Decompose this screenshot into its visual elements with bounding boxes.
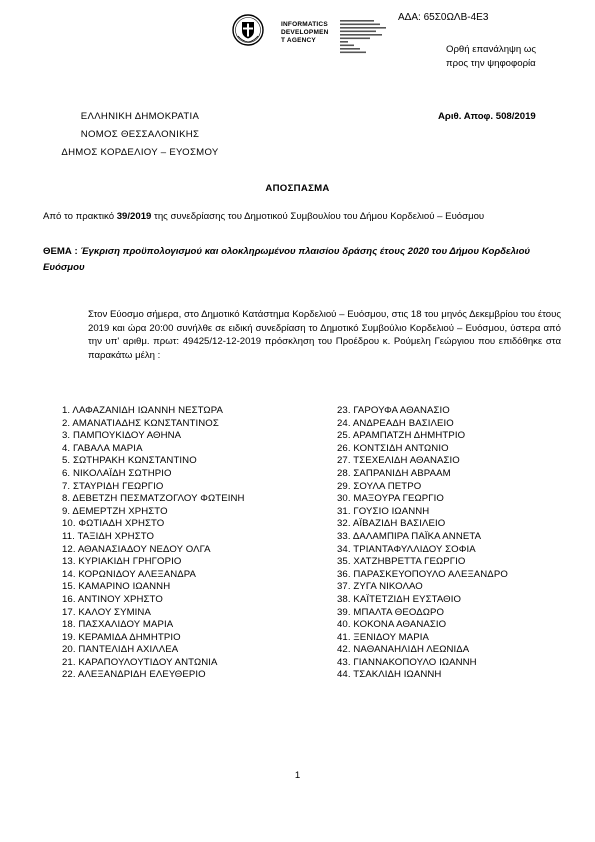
- list-item: 18. ΠΑΣΧΑΛΙΔΟΥ ΜΑΡΙΑ: [62, 619, 174, 631]
- list-item: 23. ΓΑΡΟΥΦΑ ΑΘΑΝΑΣΙΟ: [337, 405, 450, 416]
- agency-line-1: INFORMATICS: [281, 21, 328, 28]
- list-item: 12. ΑΘΑΝΑΣΙΑΔΟΥ ΝΕΔΟΥ ΟΛΓΑ: [62, 543, 211, 555]
- list-item: 26. ΚΟΝΤΣΙΔΗ ΑΝΤΩΝΙΟ: [337, 442, 449, 454]
- list-item: 3. ΠΑΜΠΟΥΚΙΔΟΥ ΑΘΗΝΑ: [62, 430, 182, 442]
- list-item: 28. ΣΑΠΡΑΝΙΔΗ ΑΒΡΑΑΜ: [337, 467, 451, 479]
- list-item: 7. ΣΤΑΥΡΙΔΗ ΓΕΩΡΓΙΟ: [62, 480, 164, 492]
- list-item: 14. ΚΟΡΩΝΙΔΟΥ ΑΛΕΞΑΝΔΡΑ: [62, 568, 197, 580]
- subject-label: ΘΕΜΑ :: [43, 246, 81, 257]
- list-item: 37. ΖΥΓΑ ΝΙΚΟΛΑΟ: [337, 581, 423, 593]
- page-number: 1: [294, 770, 301, 781]
- intro-paragraph: Στον Εύοσμο σήμερα, στο Δημοτικό Κατάστημα Κορδελιού – Ευόσμου, στις 18 του μηνός Δεκεμβρίου του έτους 2019 και ώρα 20:00 συνήλθε σε ειδική συνεδρίαση το Δημοτικό Συμβούλιο Κορδελιού – Ευόσμου, ύστερα από την υπ' αριθμ. πρωτ: 49425/12-12-2019 πρόσκληση του Προέδρου κ. Ρούμελη Γεώργιου που επιδόθηκε στα παρακάτω μέλη :: [88, 309, 561, 361]
- list-item: 41. ΞΕΝΙΔΟΥ ΜΑΡΙΑ: [337, 631, 430, 643]
- list-item: 36. ΠΑΡΑΣΚΕΥΟΠΟΥΛΟ ΑΛΕΞΑΝΔΡΟ: [337, 568, 508, 580]
- list-item: 44. ΤΣΑΚΛΙΔΗ ΙΩΑΝΝΗ: [337, 669, 442, 681]
- list-item: 27. ΤΣΕΧΕΛΙΔΗ ΑΘΑΝΑΣΙΟ: [337, 455, 460, 467]
- list-item: 22. ΑΛΕΞΑΝΔΡΙΔΗ ΕΛΕΥΘΕΡΙΟ: [62, 669, 206, 681]
- list-item: 29. ΣΟΥΛΑ ΠΕΤΡΟ: [337, 480, 422, 492]
- list-item: 40. ΚΟΚΟΝΑ ΑΘΑΝΑΣΙΟ: [337, 619, 447, 631]
- document-title: ΑΠΟΣΠΑΣΜΑ: [265, 183, 330, 194]
- minutes-suffix: της συνεδρίασης του Δημοτικού Συμβουλίου του Δήμου Κορδελιού – Ευόσμου: [151, 211, 485, 222]
- list-item: 11. ΤΑΞΙΔΗ ΧΡΗΣΤΟ: [62, 530, 155, 542]
- subject: [43, 244, 558, 276]
- list-item: 38. ΚΑΪΤΕΤΖΙΔΗ ΕΥΣΤΑΘΙΟ: [337, 593, 462, 605]
- list-item: 15. ΚΑΜΑΡΙΝΟ ΙΩΑΝΝΗ: [62, 581, 171, 593]
- agency-line-2: DEVELOPMEN: [281, 29, 329, 36]
- issuing-authority: [40, 108, 240, 162]
- decision-number: Αριθ. Αποφ. 508/2019: [438, 111, 536, 122]
- list-item: 16. ΑΝΤΙΝΟΥ ΧΡΗΣΤΟ: [62, 593, 163, 605]
- minutes-reference: [43, 211, 484, 222]
- list-item: 2. ΑΜΑΝΑΤΙΑΔΗΣ ΚΩΝΣΤΑΝΤΙΝΟΣ: [62, 417, 219, 429]
- list-item: 6. ΝΙΚΟΛΑΪΔΗ ΣΩΤΗΡΙΟ: [62, 467, 172, 479]
- list-item: 31. ΓΟΥΣΙΟ ΙΩΑΝΝΗ: [337, 505, 430, 517]
- list-item: 1. ΛΑΦΑΖΑΝΙΔΗ ΙΩΑΝΝΗ ΝΕΣΤΩΡΑ: [62, 405, 223, 416]
- list-item: 34. ΤΡΙΑΝΤΑΦΥΛΛΙΔΟΥ ΣΟΦΙΑ: [337, 543, 476, 555]
- agency-name: [281, 21, 329, 45]
- greek-emblem-icon: [232, 14, 264, 46]
- list-item: 13. ΚΥΡΙΑΚΙΔΗ ΓΡΗΓΟΡΙΟ: [62, 556, 182, 568]
- ada-code: ΑΔΑ: 65Σ0ΩΛΒ-4Ε3: [398, 12, 489, 23]
- members-list-left: [62, 405, 245, 682]
- list-item: 39. ΜΠΑΛΤΑ ΘΕΟΔΩΡΟ: [337, 606, 445, 618]
- list-item: 9. ΔΕΜΕΡΤΖΗ ΧΡΗΣΤΟ: [62, 505, 168, 517]
- minutes-prefix: Από το πρακτικό: [43, 211, 117, 222]
- list-item: 25. ΑΡΑΜΠΑΤΖΗ ΔΗΜΗΤΡΙΟ: [337, 430, 466, 442]
- faithful-repeat-line-1: Ορθή επανάληψη ως: [446, 44, 536, 55]
- list-item: 30. ΜΑΞΟΥΡΑ ΓΕΩΡΓΙΟ: [337, 493, 444, 505]
- list-item: 8. ΔΕΒΕΤΖΗ ΠΕΣΜΑΤΖΟΓΛΟΥ ΦΩΤΕΙΝΗ: [62, 493, 245, 505]
- authority-line-1: ΕΛΛΗΝΙΚΗ ΔΗΜΟΚΡΑΤΙΑ: [80, 111, 200, 122]
- list-item: 5. ΣΩΤΗΡΑΚΗ ΚΩΝΣΤΑΝΤΙΝΟ: [62, 455, 197, 467]
- list-item: 4. ΓΑΒΑΛΑ ΜΑΡΙΑ: [62, 442, 143, 454]
- minutes-number: 39/2019: [116, 211, 152, 222]
- list-item: 20. ΠΑΝΤΕΛΙΔΗ ΑΧΙΛΛΕΑ: [62, 644, 179, 656]
- members-list-right: [337, 405, 508, 682]
- list-item: 42. ΝΑΘΑΝΑΗΛΙΔΗ ΛΕΩΝΙΔΑ: [337, 644, 470, 656]
- list-item: 32. ΑΪΒΑΖΙΔΗ ΒΑΣΙΛΕΙΟ: [337, 518, 446, 530]
- list-item: 17. ΚΑΛΟΥ ΣΥΜΙΝΑ: [62, 606, 151, 618]
- subject-text: Έγκριση προϋπολογισμού και ολοκληρωμένου πλαισίου δράσης έτους 2020 του Δήμου Κορδελιού Ευόσμου: [43, 246, 531, 273]
- list-item: 43. ΓΙΑΝΝΑΚΟΠΟΥΛΟ ΙΩΑΝΝΗ: [337, 656, 477, 668]
- agency-line-3: T AGENCY: [281, 37, 316, 44]
- faithful-repeat-line-2: προς την ψηφοφορία: [446, 58, 536, 69]
- list-item: 24. ΑΝΔΡΕΑΔΗ ΒΑΣΙΛΕΙΟ: [337, 417, 454, 429]
- authority-line-3: ΔΗΜΟΣ ΚΟΡΔΕΛΙΟΥ – ΕΥΟΣΜΟΥ: [61, 147, 219, 158]
- list-item: 35. ΧΑΤΖΗΒΡΕΤΤΑ ΓΕΩΡΓΙΟ: [337, 556, 466, 568]
- list-item: 19. ΚΕΡΑΜΙΔΑ ΔΗΜΗΤΡΙΟ: [62, 631, 181, 643]
- list-item: 10. ΦΩΤΙΑΔΗ ΧΡΗΣΤΟ: [62, 518, 165, 530]
- list-item: 21. ΚΑΡΑΠΟΥΛΟΥΤΙΔΟΥ ΑΝΤΩΝΙΑ: [62, 656, 218, 668]
- list-item: 33. ΔΑΛΑΜΠΙΡΑ ΠΑΪΚΑ ΑΝΝΕΤΑ: [337, 530, 482, 542]
- agency-smallprint-decoration: [340, 20, 412, 56]
- faithful-repeat-note: [446, 43, 566, 71]
- authority-line-2: ΝΟΜΟΣ ΘΕΣΣΑΛΟΝΙΚΗΣ: [80, 129, 200, 140]
